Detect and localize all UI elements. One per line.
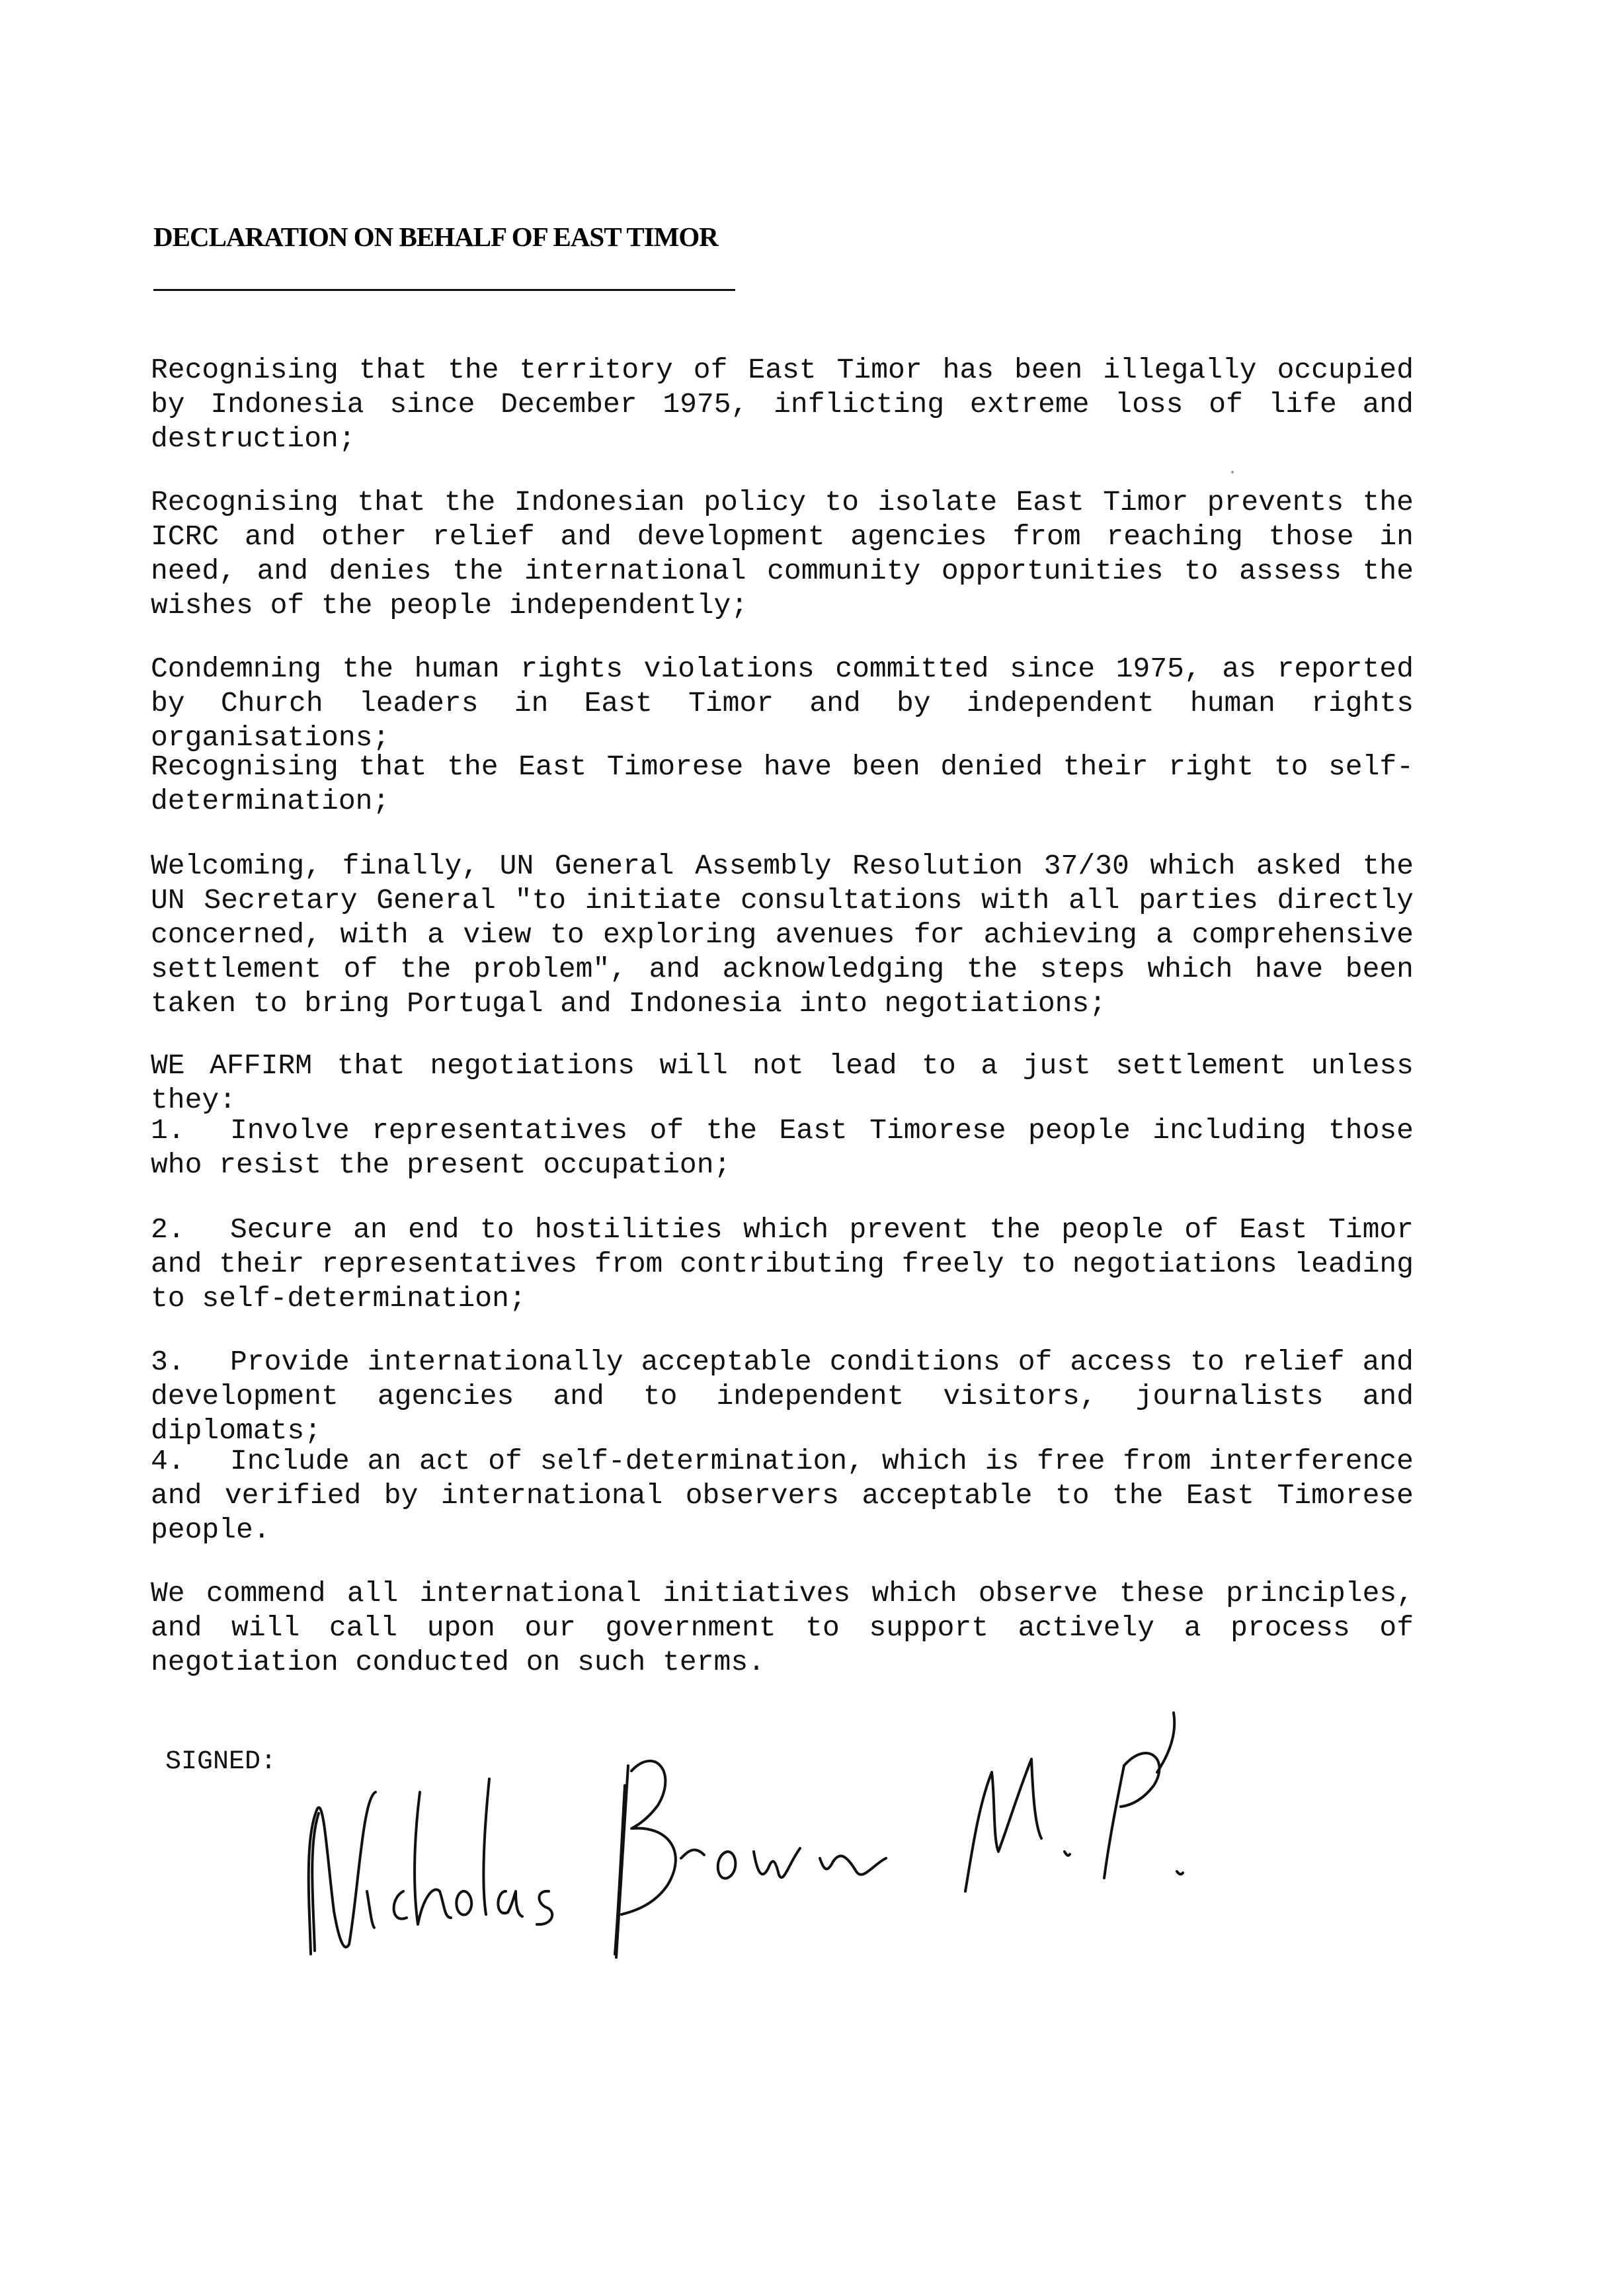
speck-mark — [1231, 471, 1234, 473]
handwritten-signature — [298, 1693, 1276, 1977]
paragraph-un-resolution: Welcoming, finally, UN General Assembly Resolution 37/30 which asked the UN Secretary General "to initiate consultations with all parties directly concerned, with a view to exploring avenues for achieving a comprehensive settlement of the problem", and acknowledging the steps which have been taken to bring Portugal and Indonesia into negotiations; — [151, 850, 1414, 1020]
point-3-text: Provide internationally acceptable conditions of access to relief and development agencies and to independent visitors, journalists and diplomats; — [151, 1346, 1414, 1447]
document-title: DECLARATION ON BEHALF OF EAST TIMOR — [153, 222, 718, 252]
point-3 — [151, 1345, 1414, 1448]
point-4 — [151, 1444, 1414, 1547]
point-2-number: 2. — [151, 1213, 185, 1246]
point-1-number: 1. — [151, 1114, 185, 1147]
paragraph-closing: We commend all international initiatives which observe these principles, and will call upon our government to support actively a process of negotiation conducted on such terms. — [151, 1577, 1414, 1678]
point-2-text: Secure an end to hostilities which prevent the people of East Timor and their representatives from contributing freely to negotiations leading to self-determination; — [151, 1213, 1414, 1315]
point-2 — [151, 1213, 1414, 1316]
point-4-text: Include an act of self-determination, which is free from interference and verified by international observers acceptable to the East Timorese people. — [151, 1445, 1414, 1546]
paragraph-affirm: WE AFFIRM that negotiations will not lead to a just settlement unless they: — [151, 1049, 1414, 1116]
paragraph-self-determination: Recognising that the East Timorese have been denied their right to self-determination; — [151, 751, 1414, 817]
title-underline — [153, 289, 735, 291]
paragraph-human-rights: Condemning the human rights violations committed since 1975, as reported by Church leaders in East Timor and by independent human rights organisations; — [151, 653, 1414, 754]
signed-label: SIGNED: — [165, 1747, 277, 1777]
point-3-number: 3. — [151, 1346, 185, 1378]
point-1-text: Involve representatives of the East Timorese people including those who resist the present occupation; — [151, 1114, 1414, 1181]
point-1 — [151, 1114, 1414, 1182]
paragraph-occupation: Recognising that the territory of East Timor has been illegally occupied by Indonesia since December 1975, inflicting extreme loss of life and destruction; — [151, 354, 1414, 455]
paragraph-isolation: Recognising that the Indonesian policy to isolate East Timor prevents the ICRC and other relief and development agencies from reaching those in need, and denies the international community opportunities to assess the wishes of the people independently; — [151, 486, 1414, 622]
point-4-number: 4. — [151, 1445, 185, 1477]
